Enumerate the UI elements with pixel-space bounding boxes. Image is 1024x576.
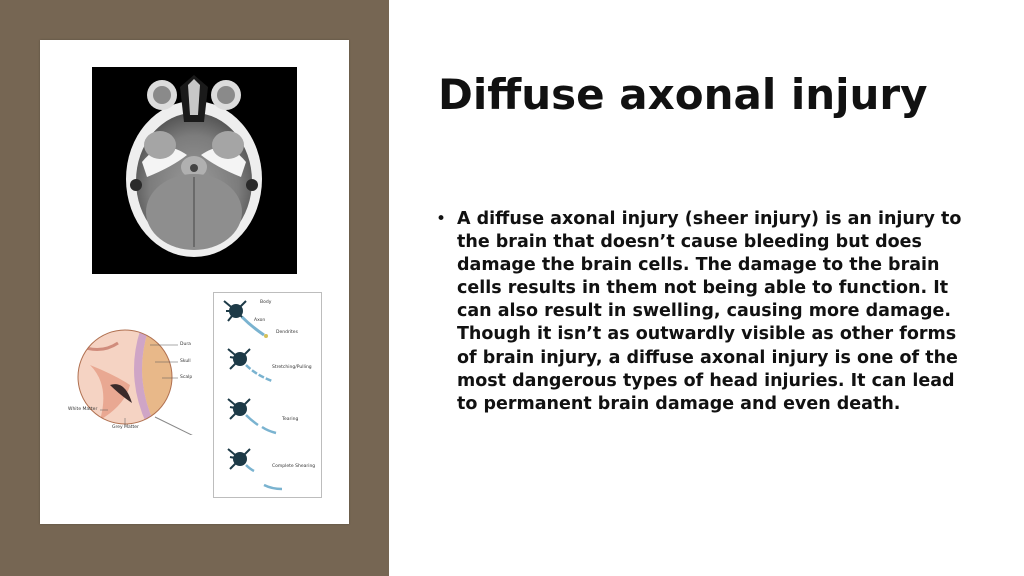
bullet-marker: • [436,209,447,229]
body-label: Body [260,300,272,305]
neuron-stage-3 [228,399,276,433]
dura-label: Dura [180,342,191,347]
scalp-label: Scalp [180,375,193,380]
ct-scan-image [92,67,297,274]
head-cross-section-diagram [70,325,225,435]
complete-shearing-label: Complete Shearing [272,464,316,469]
left-panel [0,0,389,576]
bullet-list-item [436,208,976,416]
image-card [40,40,349,524]
slide-title: Diffuse axonal injury [438,70,928,119]
tearing-label: Tearing [282,417,299,422]
neuron-shearing-diagram [213,292,322,498]
bullet-text: A diffuse axonal injury (sheer injury) is an injury to the brain that doesn’t cause bleeding but does damage the brain cells. The damage to the brain cells results in them not being able to function. It can also result in swelling, causing more damage. Though it isn’t as outwardly visible as other forms of brain injury, a diffuse axonal injury is one of the most dangerous types of head injuries. It can lead to permanent brain damage and even death. [457,209,962,414]
white-matter-label: White Matter [68,407,98,412]
neuron-stage-2 [228,349,272,381]
grey-matter-label: Grey Matter [112,425,139,430]
dendrites-label: Dendrites [276,330,298,335]
skull-label: Skull [180,359,191,364]
stretching-label: Stretching/Pulling [272,365,312,370]
axon-label: Axon [254,318,266,323]
